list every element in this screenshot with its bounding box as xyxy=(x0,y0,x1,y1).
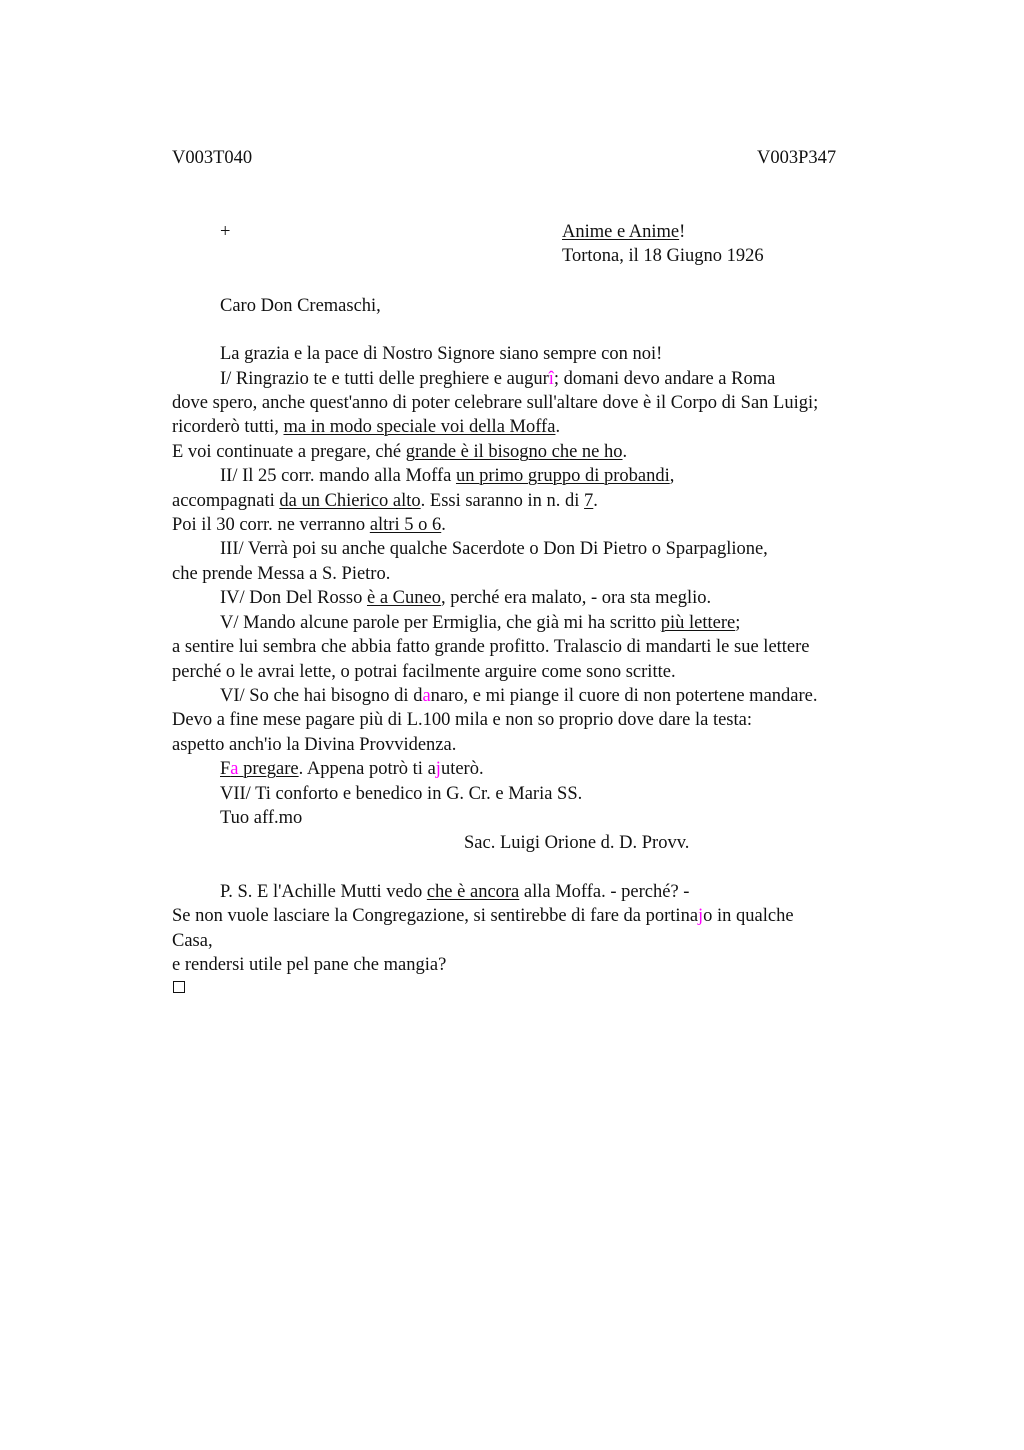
p5-text-a: V/ Mando alcune parole per Ermiglia, che già mi ha scritto xyxy=(220,613,661,633)
p2-text-c: , xyxy=(669,466,675,486)
postscript-line-4: e rendersi utile pel pane che mangia? xyxy=(172,955,447,975)
paragraph-6-line-1 xyxy=(220,684,817,708)
cross-mark: + xyxy=(220,222,231,242)
p2-text-k: . xyxy=(441,515,446,535)
p4-text-c: , perché era malato, - ora sta meglio. xyxy=(440,588,712,608)
paragraph-2-line-1 xyxy=(220,464,674,488)
paragraph-3-line-2: che prende Messa a S. Pietro. xyxy=(172,564,391,584)
ps-text-f: o in qualche xyxy=(703,906,794,926)
document-code-left: V003T040 xyxy=(172,148,253,168)
paragraph-2-line-2 xyxy=(172,489,598,513)
paragraph-7-line-1: VII/ Ti conforto e benedico in G. Cr. e Maria SS. xyxy=(220,784,583,804)
p2-text-h: . xyxy=(593,491,598,511)
paragraph-6-line-2: Devo a fine mese pagare più di L.100 mila e non so proprio dove dare la testa: xyxy=(172,710,752,730)
greeting-line: La grazia e la pace di Nostro Signore siano sempre con noi! xyxy=(220,344,663,364)
p1-text-g: . xyxy=(555,417,561,437)
paragraph-6-line-4 xyxy=(220,757,484,781)
ps-text-a: P. S. E l'Achille Mutti vedo xyxy=(220,882,427,902)
p6-text-a: VI/ So che hai bisogno di d xyxy=(220,686,423,706)
postscript-line-3: Casa, xyxy=(172,931,213,951)
p1-underlined-moffa: ma in modo speciale voi della Moffa xyxy=(283,417,556,437)
p2-underlined-probandi: un primo gruppo di probandi xyxy=(455,466,670,486)
postscript-line-2 xyxy=(172,904,794,928)
p6-correction-danaro: a xyxy=(422,686,431,706)
ps-text-d: Se non vuole lasciare la Congregazione, si sentirebbe di fare da portina xyxy=(172,906,699,926)
p2-text-i: Poi il 30 corr. ne verranno xyxy=(172,515,370,535)
p1-text-h: E voi continuate a pregare, ché xyxy=(172,442,406,462)
p1-text-e: ricorderò tutti, xyxy=(172,417,284,437)
ps-underlined-ancora: che è ancora xyxy=(426,882,520,902)
paragraph-5-line-1 xyxy=(220,611,740,635)
p6-text-f: F xyxy=(220,759,231,779)
paragraph-5-line-2: a sentire lui sembra che abbia fatto grande profitto. Tralascio di mandarti le sue lettere xyxy=(172,637,810,657)
p6-underlined-fa-pregare xyxy=(220,759,299,779)
paragraph-1-line-4 xyxy=(172,440,627,464)
signature: Sac. Luigi Orione d. D. Provv. xyxy=(464,833,690,853)
paragraph-6-line-3: aspetto anch'io la Divina Provvidenza. xyxy=(172,735,457,755)
p2-underlined-altri: altri 5 o 6 xyxy=(369,515,442,535)
paragraph-1-line-1 xyxy=(220,367,775,391)
p6-text-k: uterò. xyxy=(440,759,484,779)
p6-correction-ajutero: j xyxy=(435,759,441,779)
postscript-line-1 xyxy=(220,880,689,904)
paragraph-5-line-3: perché o le avrai lette, o potrai facilmente arguire come sono scritte. xyxy=(172,662,676,682)
p6-correction-fa: a xyxy=(230,759,239,779)
paragraph-4-line-1 xyxy=(220,586,711,610)
p1-text-j: . xyxy=(622,442,628,462)
place-date: Tortona, il 18 Giugno 1926 xyxy=(562,246,764,266)
motto xyxy=(562,220,685,244)
p4-text-a: IV/ Don Del Rosso xyxy=(220,588,367,608)
salutation: Caro Don Cremaschi, xyxy=(220,296,381,316)
p5-text-c: ; xyxy=(735,613,741,633)
p5-underlined-lettere: più lettere xyxy=(660,613,736,633)
end-marker-box xyxy=(173,981,185,993)
ps-text-c: alla Moffa. - perché? - xyxy=(519,882,690,902)
p2-underlined-number: 7 xyxy=(584,491,594,511)
motto-underlined: Anime e Anime xyxy=(562,222,680,242)
p4-underlined-cuneo: è a Cuneo xyxy=(366,588,441,608)
motto-tail: ! xyxy=(679,222,686,242)
paragraph-2-line-3 xyxy=(172,513,446,537)
closing: Tuo aff.mo xyxy=(220,808,303,828)
document-code-right: V003P347 xyxy=(757,148,837,168)
p1-text-a: I/ Ringrazio te e tutti delle preghiere e augur xyxy=(220,369,549,389)
ps-correction-portinajo: j xyxy=(698,906,704,926)
p2-text-d: accompagnati xyxy=(172,491,280,511)
p1-text-c: ; domani devo andare a Roma xyxy=(553,369,776,389)
paragraph-1-line-2: dove spero, anche quest'anno di poter celebrare sull'altare dove è il Corpo di San Luigi; xyxy=(172,393,819,413)
p6-text-h: pregare xyxy=(238,759,299,779)
p1-correction: î xyxy=(548,369,554,389)
p1-underlined-bisogno: grande è il bisogno che ne ho xyxy=(405,442,623,462)
paragraph-3-line-1: III/ Verrà poi su anche qualche Sacerdote o Don Di Pietro o Sparpaglione, xyxy=(220,539,768,559)
p6-text-c: naro, e mi piange il cuore di non potertene mandare. xyxy=(430,686,818,706)
p2-text-f: . Essi saranno in n. di xyxy=(420,491,585,511)
p2-underlined-chierico: da un Chierico alto xyxy=(279,491,421,511)
p2-text-a: II/ Il 25 corr. mando alla Moffa xyxy=(220,466,456,486)
paragraph-1-line-3 xyxy=(172,415,560,439)
p6-text-i: . Appena potrò ti a xyxy=(298,759,436,779)
